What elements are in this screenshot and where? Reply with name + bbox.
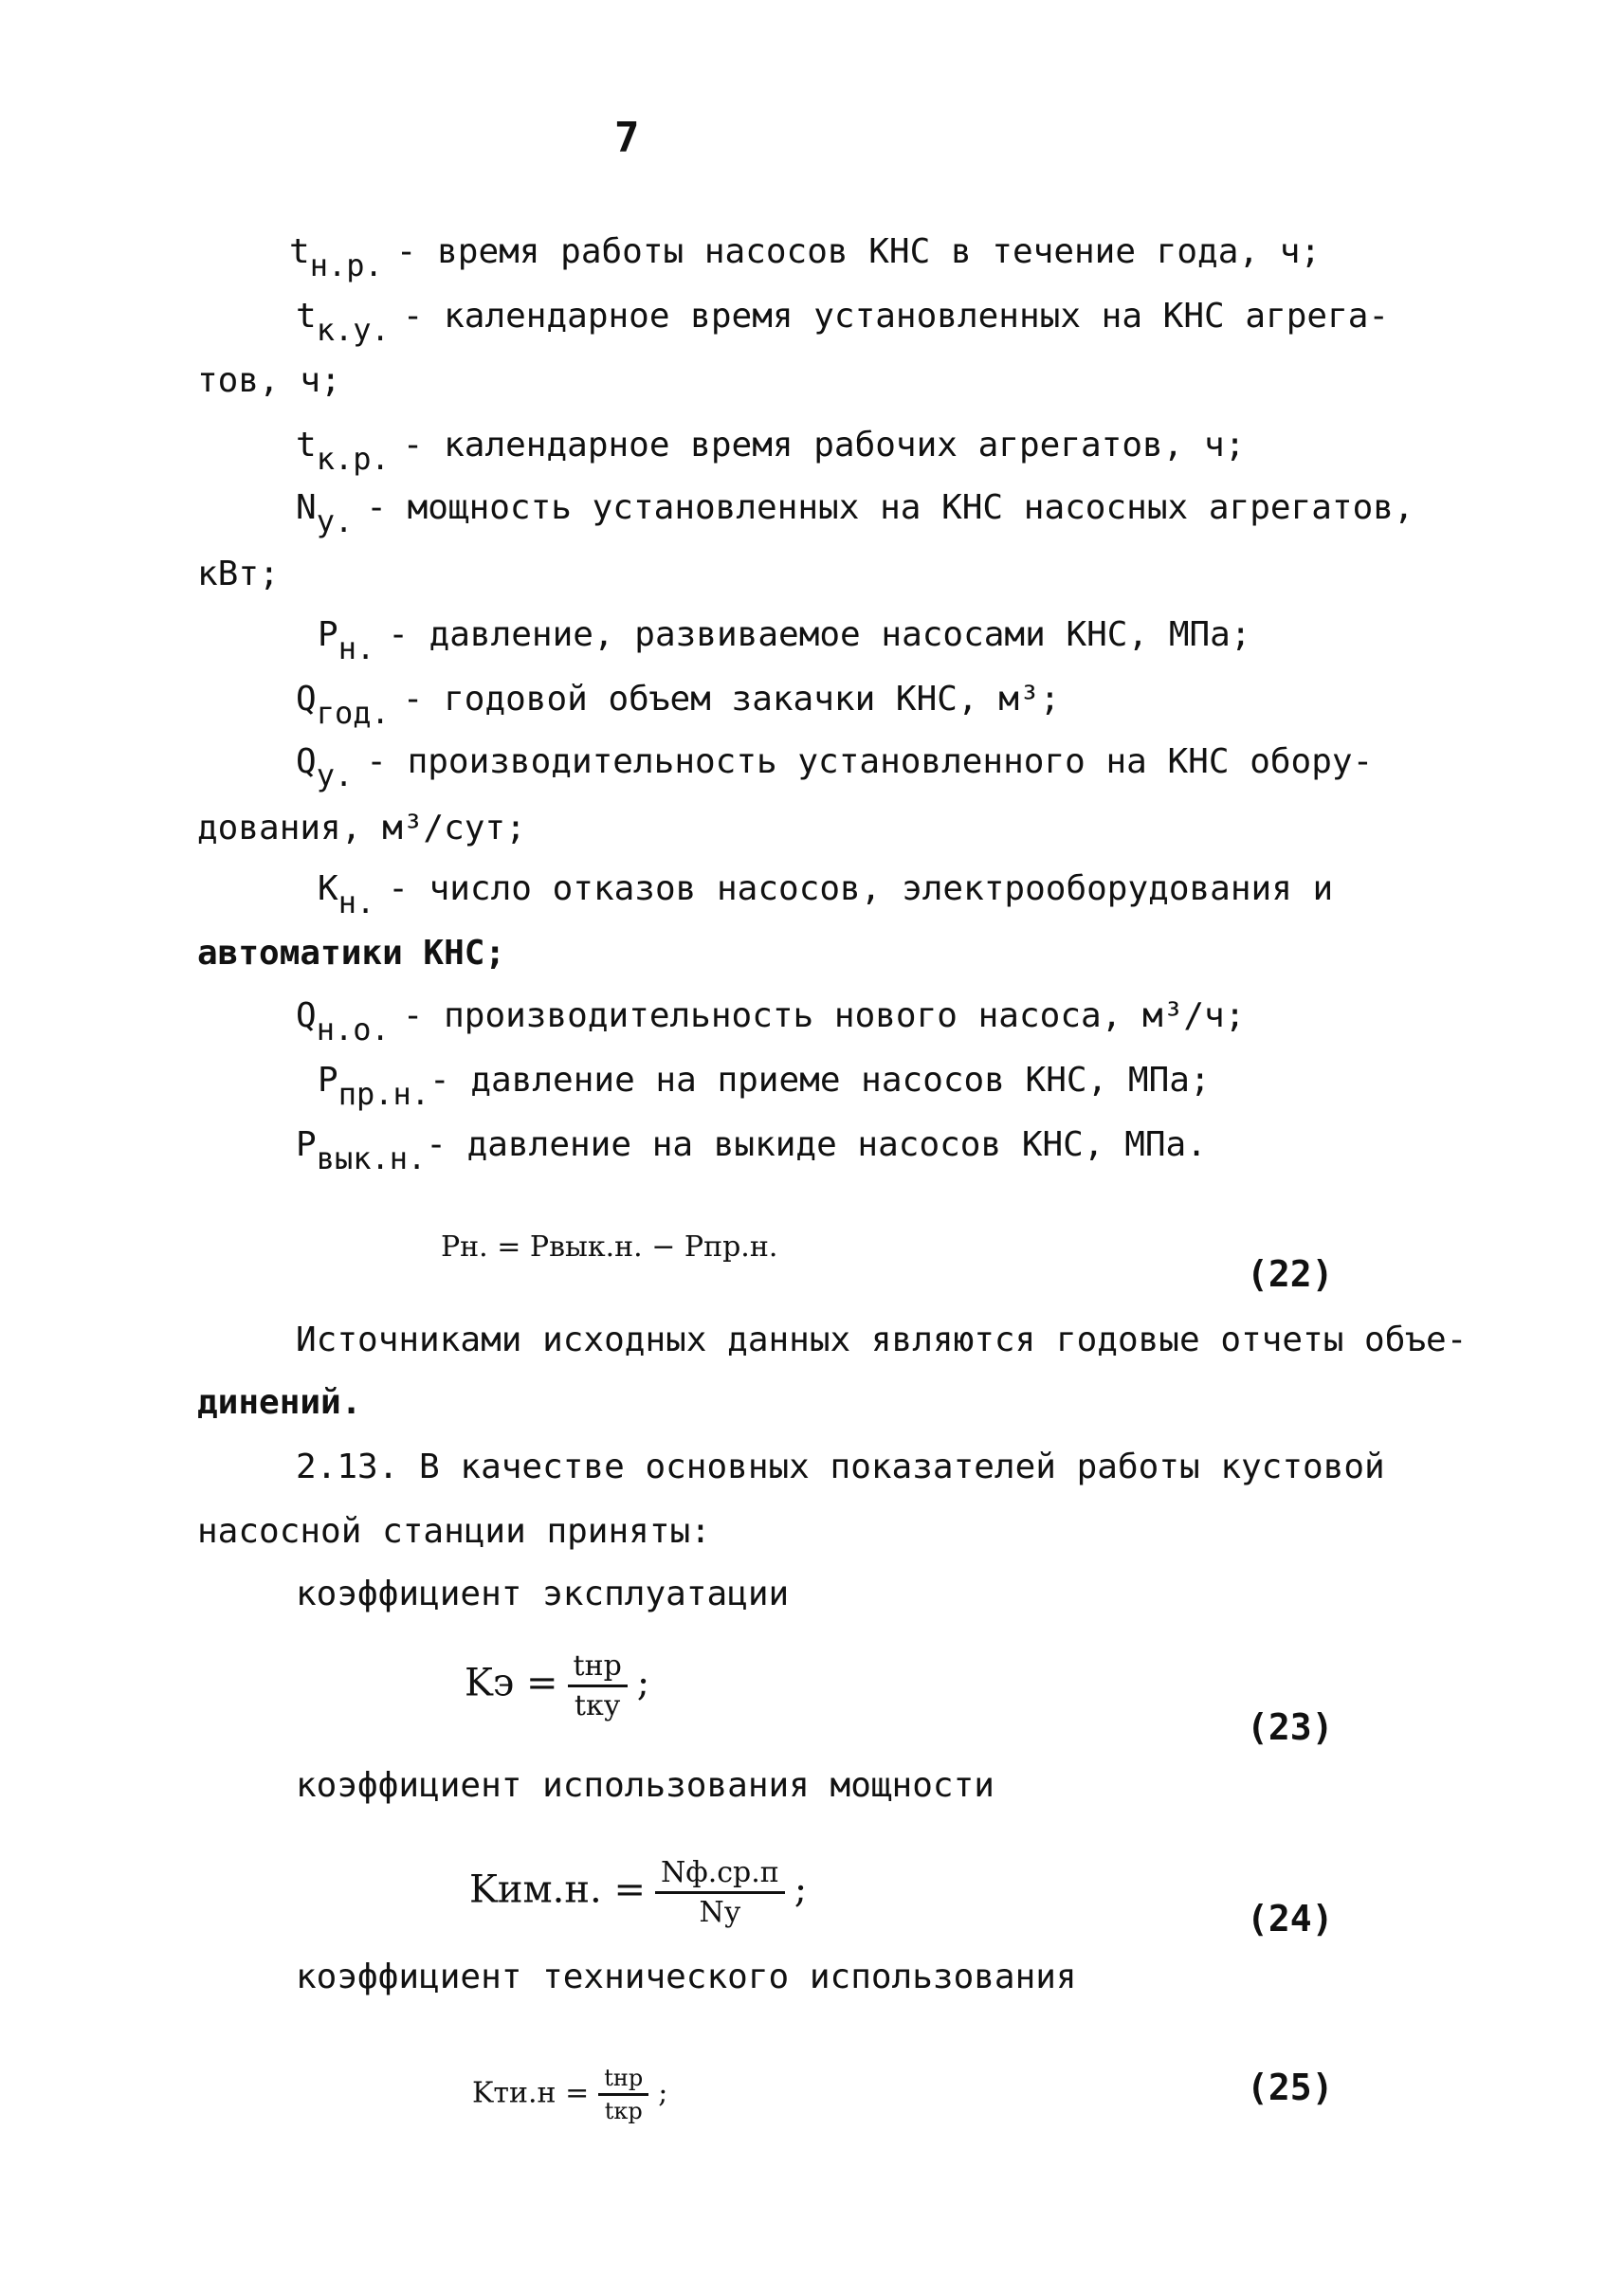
eq25-fraction <box>598 2065 648 2124</box>
equation-23-number: (23) <box>1247 1706 1334 1748</box>
def-symbol: P <box>296 1125 317 1164</box>
def-text: - календарное время рабочих агрегатов, ч; <box>402 426 1246 464</box>
def-subscript: н. <box>338 630 375 666</box>
def-q-no <box>296 996 1246 1047</box>
def-symbol: P <box>318 1061 338 1100</box>
def-p-n <box>318 615 1251 666</box>
section-2-13-line-2: насосной станции приняты: <box>197 1512 711 1551</box>
def-text: - число отказов насосов, электрооборудования и <box>388 869 1334 908</box>
label-exploitation-coefficient: коэффициент эксплуатации <box>296 1575 790 1613</box>
def-symbol: N <box>296 488 317 527</box>
def-text: - давление на выкиде насосов КНС, МПа. <box>426 1125 1207 1164</box>
def-symbol: K <box>318 869 338 908</box>
def-t-kr <box>296 426 1246 477</box>
eq24-fraction <box>655 1856 785 1929</box>
def-symbol: t <box>289 232 310 271</box>
def-continuation: дования, м³/сут; <box>197 809 526 847</box>
eq24-denominator: Nу <box>699 1896 741 1929</box>
def-continuation: автоматики КНС; <box>197 934 506 973</box>
equation-23 <box>465 1649 649 1722</box>
def-q-u <box>296 742 1374 793</box>
equation-25-number: (25) <box>1247 2067 1334 2108</box>
def-t-ku <box>296 297 1390 348</box>
section-2-13-line-1: 2.13. В качестве основных показателей работы кустовой <box>296 1448 1385 1486</box>
def-subscript: пр.н. <box>338 1076 430 1112</box>
eq23-denominator: tку <box>574 1689 621 1722</box>
def-symbol: Q <box>296 680 317 719</box>
def-text: - производительность нового насоса, м³/ч; <box>402 996 1246 1035</box>
def-symbol: P <box>318 615 338 654</box>
def-subscript: вык.н. <box>316 1140 427 1176</box>
def-subscript: н. <box>338 884 375 920</box>
eq23-fraction <box>568 1649 628 1722</box>
eq23-lhs: Kэ = <box>465 1661 558 1705</box>
equation-24-number: (24) <box>1247 1898 1334 1940</box>
def-t-nr <box>289 232 1322 283</box>
def-subscript: н.о. <box>316 1011 390 1047</box>
def-text: - производительность установленного на КНС обору- <box>366 742 1374 781</box>
def-text: - мощность установленных на КНС насосных агрегатов, <box>366 488 1414 527</box>
def-text: - календарное время установленных на КНС агрега- <box>402 297 1390 336</box>
eq25-numerator: tнр <box>598 2065 648 2096</box>
def-subscript: н.р. <box>309 247 383 283</box>
equation-22-number: (22) <box>1247 1253 1334 1295</box>
equation-22: Pн. = Pвык.н. − Pпр.н. <box>441 1230 778 1264</box>
paragraph-sources-line-1: Источниками исходных данных являются годовые отчеты объе- <box>296 1321 1468 1359</box>
def-subscript: к.у. <box>316 312 390 348</box>
eq23-numerator: tнр <box>568 1649 628 1687</box>
def-symbol: t <box>296 297 317 336</box>
eq24-lhs: Kим.н. = <box>469 1867 646 1912</box>
def-symbol: Q <box>296 742 317 781</box>
eq25-lhs: Kти.н = <box>472 2076 590 2110</box>
def-continuation: тов, ч; <box>197 361 341 400</box>
label-technical-usage-coefficient: коэффициент технического использования <box>296 1958 1077 1996</box>
page-number: 7 <box>614 114 640 162</box>
def-subscript: к.р. <box>316 441 390 477</box>
def-text: - давление на приеме насосов КНС, МПа; <box>429 1061 1211 1100</box>
eq25-tail: ; <box>658 2076 668 2110</box>
def-n-u <box>296 488 1414 539</box>
def-p-vykn <box>296 1125 1207 1176</box>
def-subscript: у. <box>316 757 354 793</box>
eq23-tail: ; <box>636 1661 650 1705</box>
def-subscript: год. <box>316 695 390 731</box>
def-text: - давление, развиваемое насосами КНС, МПа; <box>388 615 1251 654</box>
def-text: - время работы насосов КНС в течение года, ч; <box>395 232 1322 271</box>
equation-25 <box>472 2065 667 2124</box>
eq24-tail: ; <box>794 1867 808 1912</box>
equation-24 <box>469 1856 807 1929</box>
eq24-numerator: Nф.ср.п <box>655 1856 785 1894</box>
label-power-usage-coefficient: коэффициент использования мощности <box>296 1766 994 1805</box>
def-text: - годовой объем закачки КНС, м³; <box>402 680 1061 719</box>
def-q-god <box>296 680 1061 731</box>
def-p-prn <box>318 1061 1211 1112</box>
eq25-denominator: tкр <box>604 2098 643 2124</box>
def-symbol: Q <box>296 996 317 1035</box>
def-k-n <box>318 869 1334 920</box>
def-continuation: кВт; <box>197 555 280 593</box>
def-subscript: у. <box>316 503 354 539</box>
paragraph-sources-line-2: динений. <box>197 1383 362 1422</box>
def-symbol: t <box>296 426 317 464</box>
